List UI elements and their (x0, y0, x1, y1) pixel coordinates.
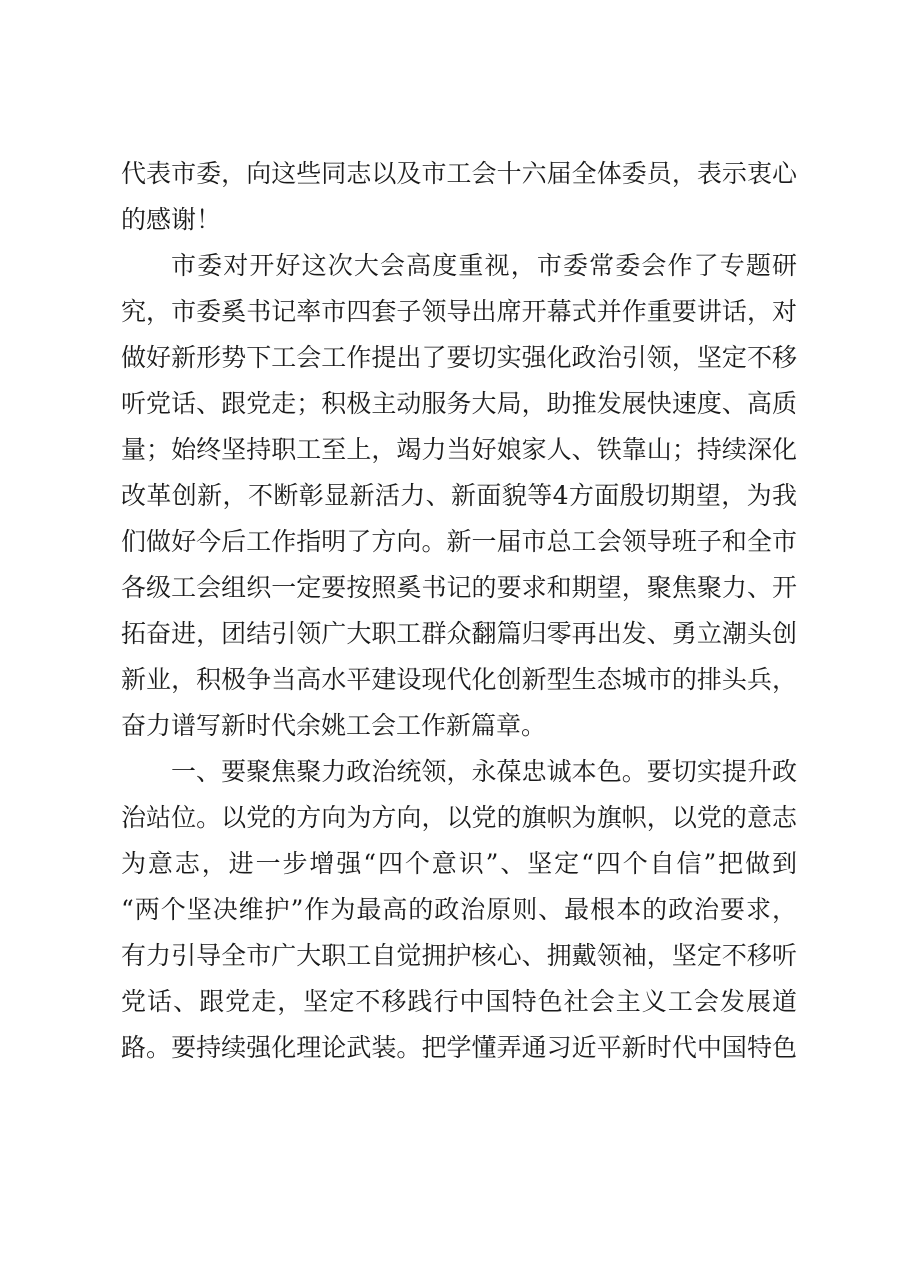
text-line: 党话、跟党走，坚定不移践行中国特色社会主义工会发展道 (121, 987, 797, 1016)
text-line: 听党话、跟党走；积极主动服务大局，助推发展快速度、高质 (121, 389, 797, 418)
text-line: 改革创新，不断彰显新活力、新面貌等4方面殷切期望，为我 (121, 481, 797, 510)
text-line: 一、要聚焦聚力政治统领，永葆忠诚本色。要切实提升政 (171, 757, 797, 786)
text-line: 各级工会组织一定要按照奚书记的要求和期望，聚焦聚力、开 (121, 573, 797, 602)
text-line: 市委对开好这次大会高度重视，市委常委会作了专题研 (171, 251, 797, 280)
paragraph-2 (121, 243, 797, 749)
text-line: 量；始终坚持职工至上，竭力当好娘家人、铁靠山；持续深化 (121, 435, 797, 464)
text-line: 拓奋进，团结引领广大职工群众翻篇归零再出发、勇立潮头创 (121, 619, 797, 648)
text-line: 新业，积极争当高水平建设现代化创新型生态城市的排头兵， (121, 665, 797, 694)
text-line: 究，市委奚书记率市四套子领导出席开幕式并作重要讲话，对 (121, 297, 797, 326)
text-line: 治站位。以党的方向为方向，以党的旗帜为旗帜，以党的意志 (121, 803, 797, 832)
text-line: 们做好今后工作指明了方向。新一届市总工会领导班子和全市 (121, 527, 797, 556)
paragraph-1 (121, 151, 797, 243)
document-body (121, 151, 797, 1071)
text-line: 奋力谱写新时代余姚工会工作新篇章。 (121, 711, 547, 740)
text-line: “两个坚决维护”作为最高的政治原则、最根本的政治要求， (121, 895, 797, 924)
text-line: 为意志，进一步增强“四个意识”、坚定“四个自信”把做到 (121, 849, 797, 878)
text-line: 的感谢！ (121, 205, 222, 234)
text-line: 有力引导全市广大职工自觉拥护核心、拥戴领袖，坚定不移听 (121, 941, 797, 970)
text-line: 代表市委，向这些同志以及市工会十六届全体委员，表示衷心 (121, 159, 797, 188)
text-line: 路。要持续强化理论武装。把学懂弄通习近平新时代中国特色 (121, 1033, 797, 1062)
text-line: 做好新形势下工会工作提出了要切实强化政治引领，坚定不移 (121, 343, 797, 372)
paragraph-3 (121, 749, 797, 1071)
